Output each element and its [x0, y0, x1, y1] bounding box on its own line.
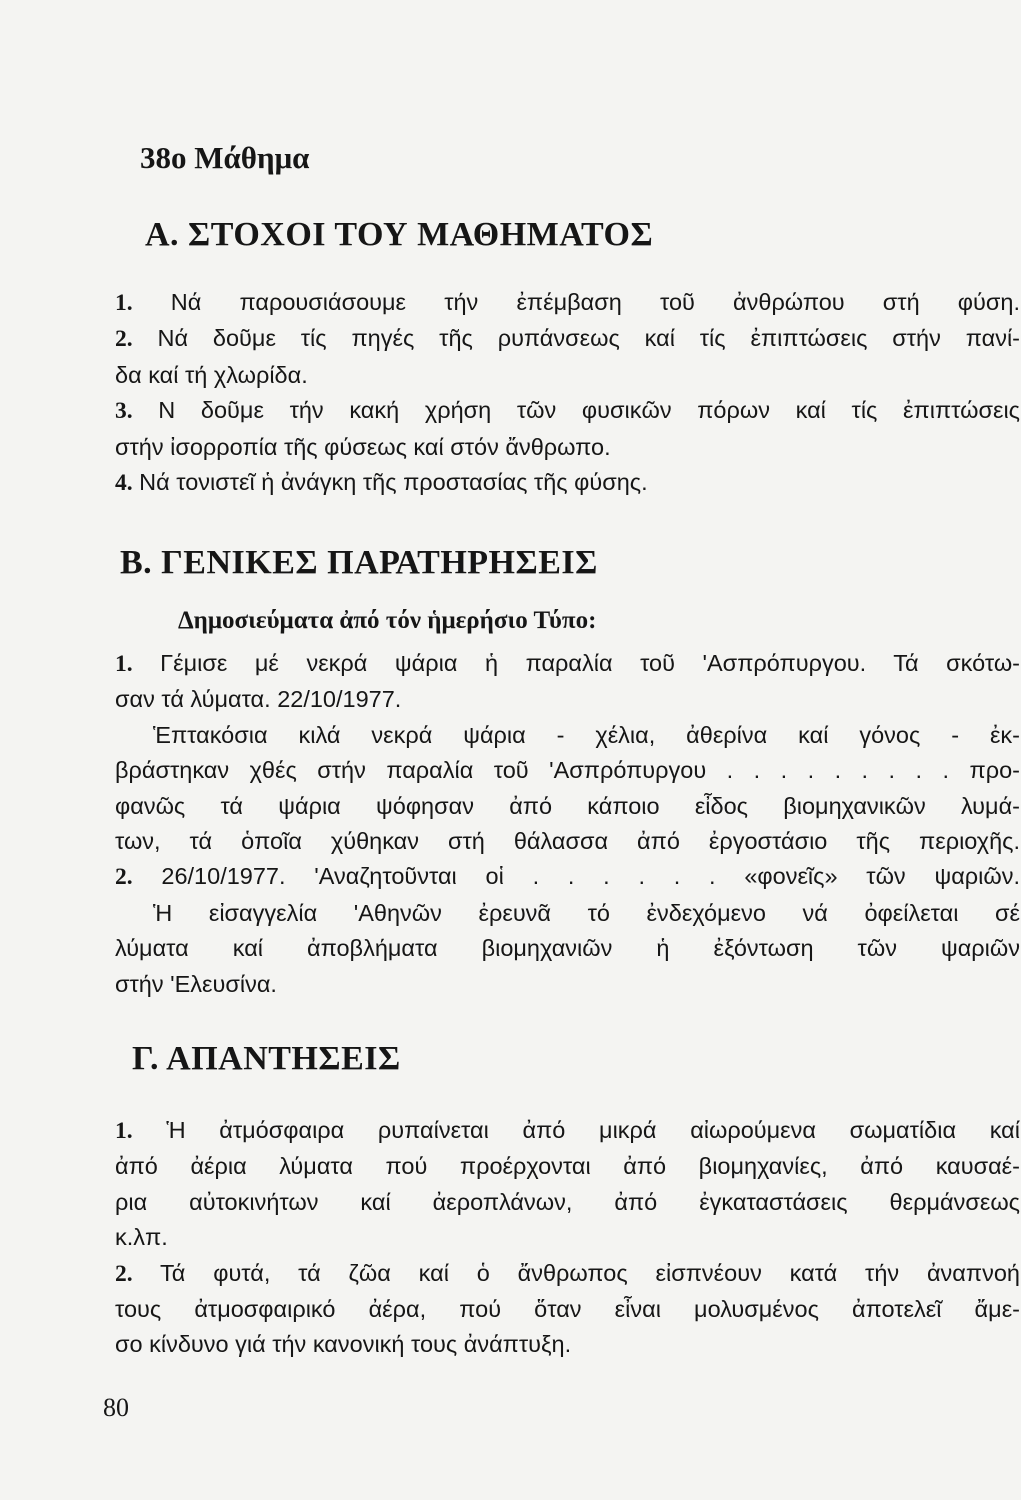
- section-c-body: [115, 1113, 1020, 1363]
- section-b-line: φανῶς τά ψάρια ψόφησαν ἀπό κάποιο εἶδος βιομηχανικῶν λυμά-: [115, 792, 1020, 819]
- section-c-line: 1. Ἡ ἀτμόσφαιρα ρυπαίνεται ἀπό μικρά αἰωρούμενα σωματίδια καί: [115, 1117, 1020, 1144]
- section-c-line: κ.λπ.: [115, 1224, 168, 1251]
- page-number: 80: [103, 1393, 129, 1422]
- section-a-heading: Α. ΣΤΟΧΟΙ ΤΟΥ ΜΑΘΗΜΑΤΟΣ: [145, 216, 654, 253]
- section-b-line: σαν τά λύματα. 22/10/1977.: [115, 686, 402, 713]
- section-b-line: Ἡ εἰσαγγελία 'Αθηνῶν ἐρευνᾶ τό ἐνδεχόμενο νά ὀφείλεται σέ: [153, 899, 1020, 926]
- section-b-subheading: Δημοσιεύματα ἀπό τόν ἡμερήσιο Τύπο:: [178, 607, 597, 634]
- section-b-body: [115, 646, 1020, 1002]
- section-b-line: λύματα καί ἀποβλήματα βιομηχανιῶν ἡ ἐξόντωση τῶν ψαριῶν: [115, 935, 1020, 962]
- section-c-line: ρια αὐτοκινήτων καί ἀεροπλάνων, ἀπό ἐγκαταστάσεις θερμάνσεως: [115, 1188, 1020, 1215]
- section-c-line: τους ἀτμοσφαιρικό ἀέρα, πού ὅταν εἶναι μολυσμένος ἀποτελεῖ ἄμε-: [115, 1296, 1020, 1323]
- section-c-line: ἀπό ἀέρια λύματα πού προέρχονται ἀπό βιομηχανίες, ἀπό καυσαέ-: [115, 1153, 1020, 1180]
- section-b-line: 1. Γέμισε μέ νεκρά ψάρια ἡ παραλία τοῦ 'Ασπρόπυργου. Τά σκότω-: [115, 650, 1020, 677]
- section-c-line: σο κίνδυνο γιά τήν κανονική τους ἀνάπτυξη.: [115, 1331, 572, 1358]
- section-c-heading: Γ. ΑΠΑΝΤΗΣΕΙΣ: [132, 1040, 401, 1077]
- lesson-title: 38ο Μάθημα: [140, 140, 310, 175]
- section-a-body: [115, 285, 1020, 501]
- section-a-line: 1. Νά παρουσιάσουμε τήν ἐπέμβαση τοῦ ἀνθρώπου στή φύση.: [115, 289, 1021, 316]
- section-b-line: των, τά ὁποῖα χύθηκαν στή θάλασσα ἀπό ἐργοστάσιο τῆς περιοχῆς.: [115, 828, 1020, 855]
- section-a-line: 2. Νά δοῦμε τίς πηγές τῆς ρυπάνσεως καί τίς ἐπιπτώσεις στήν πανί-: [115, 325, 1020, 353]
- section-c-line: 2. Τά φυτά, τά ζῶα καί ὁ ἄνθρωπος εἰσπνέουν κατά τήν ἀναπνοή: [115, 1259, 1020, 1287]
- section-b-line: στήν 'Ελευσίνα.: [115, 970, 277, 997]
- section-a-line: 3. Ν δοῦμε τήν κακή χρήση τῶν φυσικῶν πόρων καί τίς ἐπιπτώσεις: [115, 397, 1020, 425]
- section-a-line: στήν ἰσορροπία τῆς φύσεως καί στόν ἄνθρωπο.: [115, 433, 611, 460]
- section-a-line: 4. Νά τονιστεῖ ἡ ἀνάγκη τῆς προστασίας τῆς φύσης.: [115, 469, 648, 497]
- section-b-line: Ἑπτακόσια κιλά νεκρά ψάρια - χέλια, ἀθερίνα καί γόνος - ἐκ-: [153, 721, 1020, 748]
- section-a-line: δα καί τή χλωρίδα.: [115, 361, 308, 388]
- section-b-heading: Β. ΓΕΝΙΚΕΣ ΠΑΡΑΤΗΡΗΣΕΙΣ: [120, 544, 598, 581]
- section-b-line: βράστηκαν χθές στήν παραλία τοῦ 'Ασπρόπυργου . . . . . . . . . προ-: [115, 757, 1020, 784]
- section-b-line: 2. 26/10/1977. 'Αναζητοῦνται οἱ . . . . . . «φονεῖς» τῶν ψαριῶν.: [115, 863, 1020, 891]
